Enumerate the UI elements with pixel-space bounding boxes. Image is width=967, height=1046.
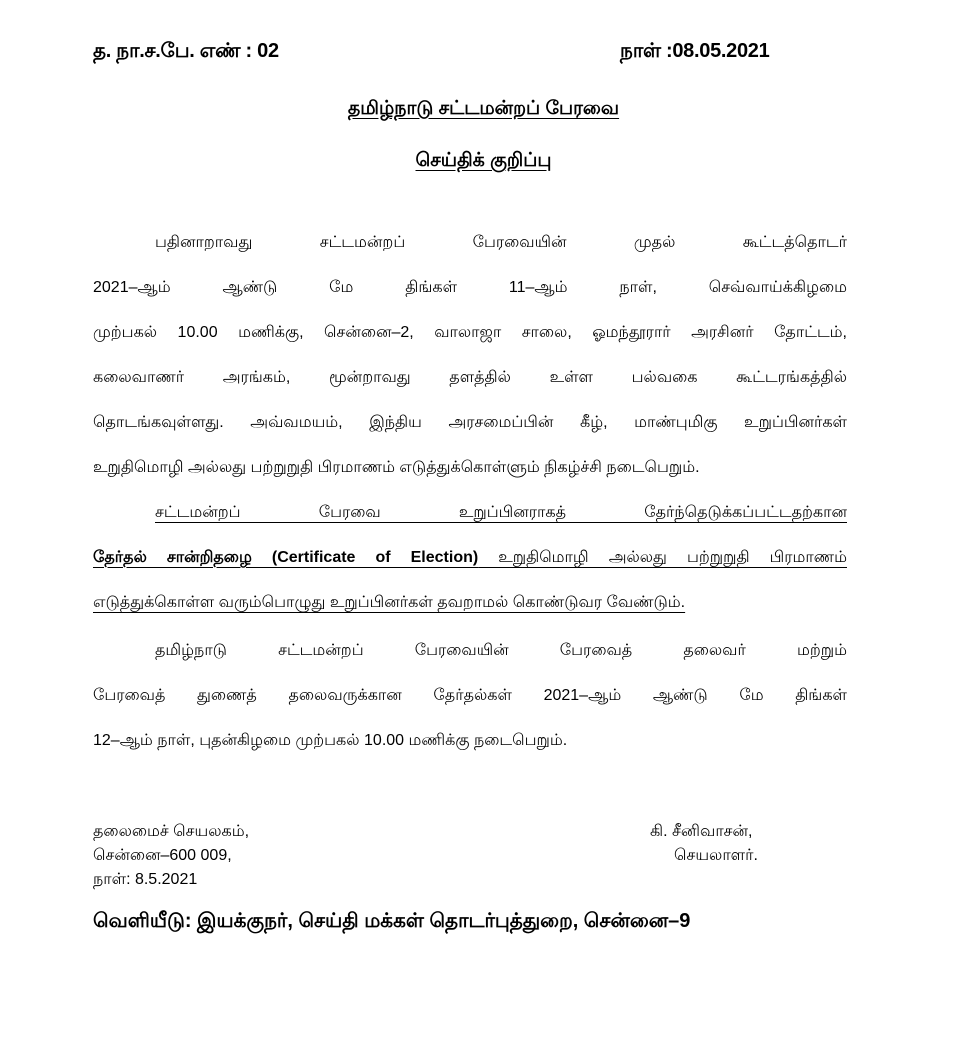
press-note-title: செய்திக் குறிப்பு — [415, 150, 552, 171]
underlined-text: உறுதிமொழி அல்லது பற்றுறுதி பிரமாணம் — [478, 549, 847, 566]
signature-block-left — [93, 820, 249, 892]
paragraph-session-announcement — [93, 220, 847, 490]
paragraph-line — [93, 490, 847, 535]
signatory-name: கி. சீனிவாசன், — [650, 823, 753, 840]
paragraph-line: பதினாறாவது சட்டமன்றப் பேரவையின் முதல் கூட்டத்தொடர் — [155, 234, 847, 251]
paragraph-line: 2021–ஆம் ஆண்டு மே திங்கள் 11–ஆம் நாள், செவ்வாய்க்கிழமை — [93, 279, 847, 296]
underlined-text: எடுத்துக்கொள்ள வரும்பொழுது உறுப்பினர்கள் தவறாமல் கொண்டுவர வேண்டும். — [93, 594, 686, 611]
signature-block-right — [650, 820, 758, 868]
secretariat-label: தலைமைச் செயலகம், — [93, 823, 250, 840]
city-postal: சென்னை–600 009, — [93, 847, 232, 864]
header-date: நாள் :08.05.2021 — [620, 40, 770, 62]
paragraph-speaker-election — [93, 628, 847, 763]
paragraph-line: உறுதிமொழி அல்லது பற்றுறுதி பிரமாணம் எடுத்துக்கொள்ளும் நிகழ்ச்சி நடைபெறும். — [93, 459, 700, 476]
paragraph-line — [93, 535, 847, 580]
signatory-designation: செயலாளர். — [674, 847, 758, 864]
release-line: வெளியீடு: இயக்குநர், செய்தி மக்கள் தொடர்புத்துறை, சென்னை–9 — [93, 910, 691, 932]
paragraph-line — [93, 580, 847, 625]
paragraph-line: 12–ஆம் நாள், புதன்கிழமை முற்பகல் 10.00 மணிக்கு நடைபெறும். — [93, 732, 568, 749]
assembly-title: தமிழ்நாடு சட்டமன்றப் பேரவை — [347, 98, 620, 119]
document-subtitle — [0, 150, 967, 174]
underlined-text: சட்டமன்றப் பேரவை உறுப்பினராகத் தேர்ந்தெடுக்கப்பட்டதற்கான — [155, 504, 847, 521]
paragraph-line: பேரவைத் துணைத் தலைவருக்கான தேர்தல்கள் 2021–ஆம் ஆண்டு மே திங்கள் — [93, 687, 847, 704]
paragraph-line: தமிழ்நாடு சட்டமன்றப் பேரவையின் பேரவைத் தலைவர் மற்றும் — [155, 642, 847, 659]
paragraph-line: முற்பகல் 10.00 மணிக்கு, சென்னை–2, வாலாஜா சாலை, ஓமந்தூரார் அரசினர் தோட்டம், — [93, 324, 847, 341]
paragraph-certificate-notice — [93, 490, 847, 625]
document-title — [0, 98, 967, 122]
certificate-of-election-text: தேர்தல் சான்றிதழை (Certificate of Election) — [93, 549, 479, 566]
reference-number: த. நா.ச.பே. எண் : 02 — [93, 40, 279, 62]
paragraph-line: கலைவாணர் அரங்கம், மூன்றாவது தளத்தில் உள்ள பல்வகை கூட்டரங்கத்தில் — [93, 369, 847, 386]
signature-date: நாள்: 8.5.2021 — [93, 871, 198, 888]
paragraph-line: தொடங்கவுள்ளது. அவ்வமயம், இந்திய அரசமைப்பின் கீழ், மாண்புமிகு உறுப்பினர்கள் — [93, 414, 847, 431]
